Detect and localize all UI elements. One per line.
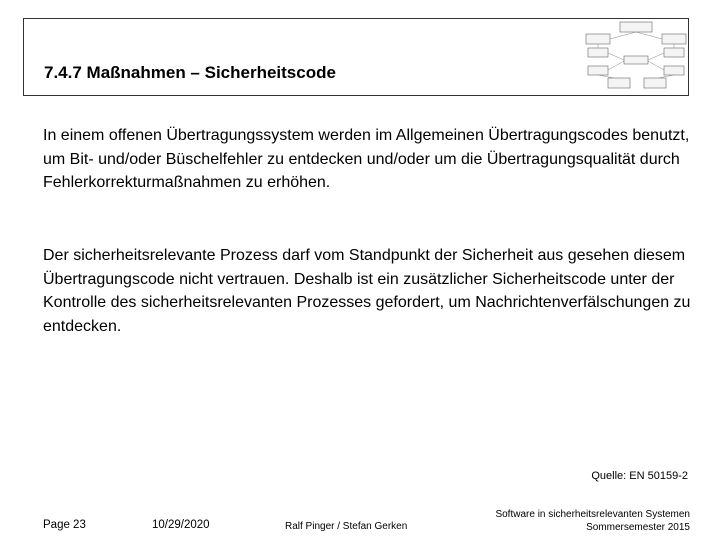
paragraph-safety-code: Der sicherheitsrelevante Prozess darf vom Standpunkt der Sicherheit aus gesehen diesem Übertragungscode nicht vertrauen. Deshalb ist ein zusätzlicher Sicherheitscode unter der Kontrolle des sicherheitsrelevanten Prozesses gefordert, um Nachrichtenverfälschungen zu entdecken. xyxy=(43,247,691,335)
paragraph-transmission-codes: In einem offenen Übertragungssystem werden im Allgemeinen Übertragungscodes benutzt, um Bit- und/oder Büschelfehler zu entdecken und/oder um die Übertragungsqualität durch Fehlerkorrekturmaßnahmen zu erhöhen. xyxy=(43,127,690,191)
footer-date: 10/29/2020 xyxy=(152,519,210,531)
footer-authors: Ralf Pinger / Stefan Gerken xyxy=(285,521,408,532)
footer-course-title: Software in sicherheitsrelevanten Systemen xyxy=(495,509,690,520)
footer-semester: Sommersemester 2015 xyxy=(586,522,690,533)
footer-page-number: Page 23 xyxy=(43,519,86,531)
source-citation: Quelle: EN 50159-2 xyxy=(591,470,688,482)
footer-course xyxy=(495,508,690,534)
title-box xyxy=(23,18,689,96)
slide-title: 7.4.7 Maßnahmen – Sicherheitscode xyxy=(44,63,336,82)
process-diagram-thumbnail xyxy=(584,21,688,93)
